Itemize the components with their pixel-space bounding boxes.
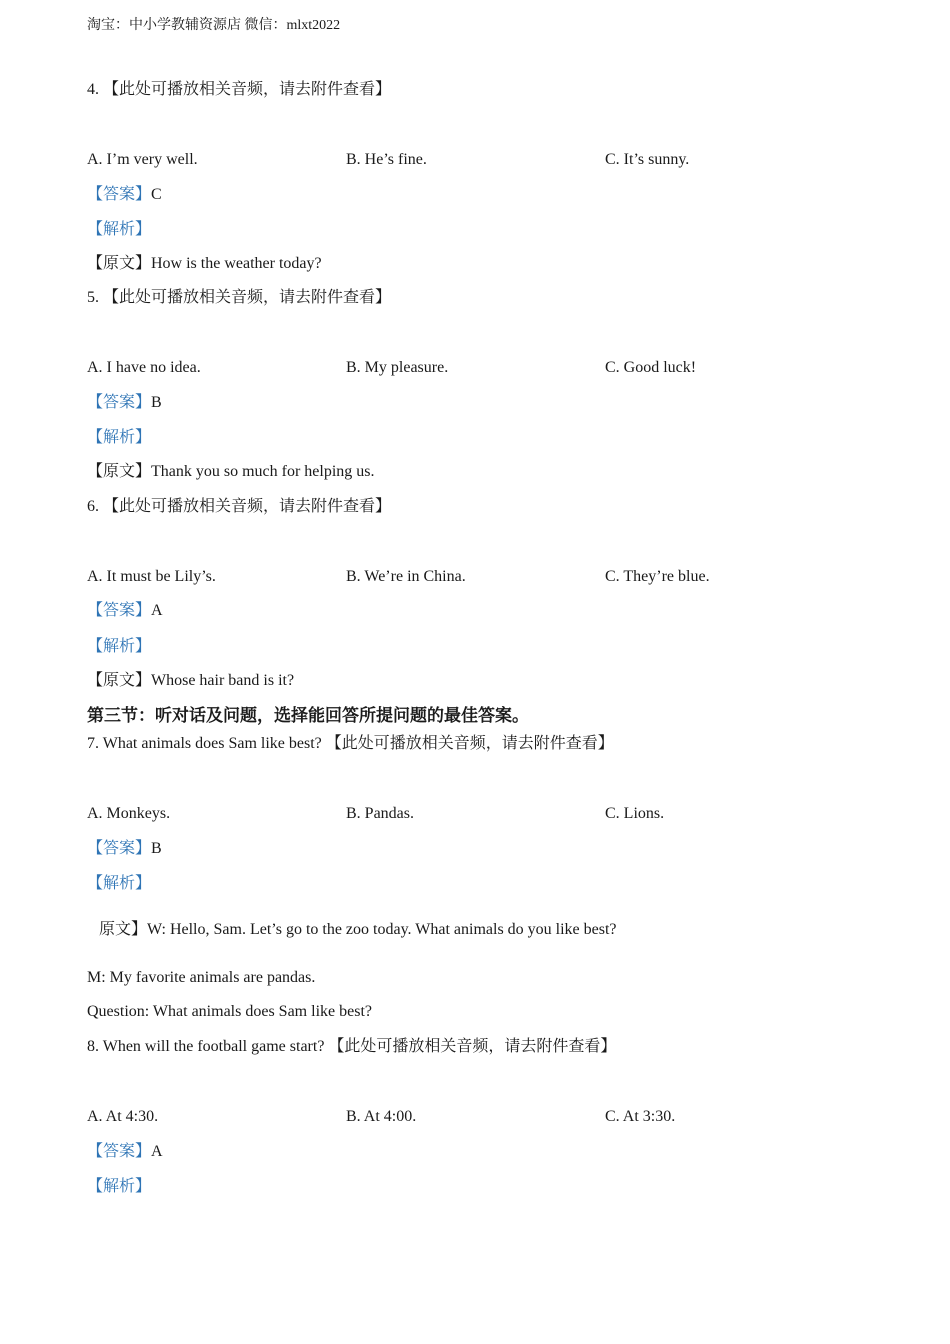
q5-option-a: A. I have no idea. bbox=[87, 359, 201, 376]
q5-answer bbox=[87, 393, 162, 413]
q4-original: 【原文】How is the weather today? bbox=[87, 255, 322, 272]
q7-option-a: A. Monkeys. bbox=[87, 805, 171, 822]
q8-option-c: C. At 3:30. bbox=[605, 1108, 676, 1125]
q4-title: 4. 【此处可播放相关音频，请去附件查看】 bbox=[87, 81, 392, 98]
q7-analysis: 【解析】 bbox=[87, 875, 152, 892]
q7-original-line3: Question: What animals does Sam like best? bbox=[87, 1003, 372, 1020]
q7-original-line1: 原文】W: Hello, Sam. Let’s go to the zoo today. What animals do you like best? bbox=[99, 921, 617, 938]
answer-label: 【答案】 bbox=[87, 186, 152, 203]
q4-option-b: B. He’s fine. bbox=[346, 151, 427, 168]
q8-title: 8. When will the football game start? 【此处可播放相关音频，请去附件查看】 bbox=[87, 1038, 617, 1055]
answer-value: A bbox=[151, 1143, 163, 1160]
q6-answer bbox=[87, 601, 163, 621]
q5-analysis: 【解析】 bbox=[87, 429, 152, 446]
page-header: 淘宝：中小学教辅资源店 微信：mlxt2022 bbox=[87, 18, 341, 33]
q7-option-c: C. Lions. bbox=[605, 805, 665, 822]
answer-label: 【答案】 bbox=[87, 1143, 152, 1160]
answer-value: C bbox=[151, 186, 162, 203]
q4-option-c: C. It’s sunny. bbox=[605, 151, 690, 168]
q7-title: 7. What animals does Sam like best? 【此处可播放相关音频，请去附件查看】 bbox=[87, 735, 614, 752]
answer-value: A bbox=[151, 602, 163, 619]
answer-label: 【答案】 bbox=[87, 394, 152, 411]
q8-option-a: A. At 4:30. bbox=[87, 1108, 159, 1125]
q6-title: 6. 【此处可播放相关音频，请去附件查看】 bbox=[87, 498, 392, 515]
q5-title: 5. 【此处可播放相关音频，请去附件查看】 bbox=[87, 289, 392, 306]
q4-option-a: A. I’m very well. bbox=[87, 151, 198, 168]
answer-label: 【答案】 bbox=[87, 840, 152, 857]
q7-option-b: B. Pandas. bbox=[346, 805, 414, 822]
q5-option-c: C. Good luck! bbox=[605, 359, 697, 376]
answer-label: 【答案】 bbox=[87, 602, 152, 619]
answer-value: B bbox=[151, 394, 162, 411]
q6-original: 【原文】Whose hair band is it? bbox=[87, 672, 295, 689]
q7-answer bbox=[87, 839, 162, 859]
q6-option-b: B. We’re in China. bbox=[346, 568, 466, 585]
q6-analysis: 【解析】 bbox=[87, 638, 152, 655]
q5-original: 【原文】Thank you so much for helping us. bbox=[87, 463, 375, 480]
section-heading: 第三节：听对话及问题，选择能回答所提问题的最佳答案。 bbox=[87, 706, 529, 725]
q6-option-c: C. They’re blue. bbox=[605, 568, 710, 585]
q4-answer bbox=[87, 185, 162, 205]
q8-answer bbox=[87, 1142, 163, 1162]
q7-original-line2: M: My favorite animals are pandas. bbox=[87, 969, 316, 986]
q5-option-b: B. My pleasure. bbox=[346, 359, 449, 376]
q8-option-b: B. At 4:00. bbox=[346, 1108, 417, 1125]
answer-value: B bbox=[151, 840, 162, 857]
q8-analysis: 【解析】 bbox=[87, 1178, 152, 1195]
q4-analysis: 【解析】 bbox=[87, 221, 152, 238]
q6-option-a: A. It must be Lily’s. bbox=[87, 568, 216, 585]
